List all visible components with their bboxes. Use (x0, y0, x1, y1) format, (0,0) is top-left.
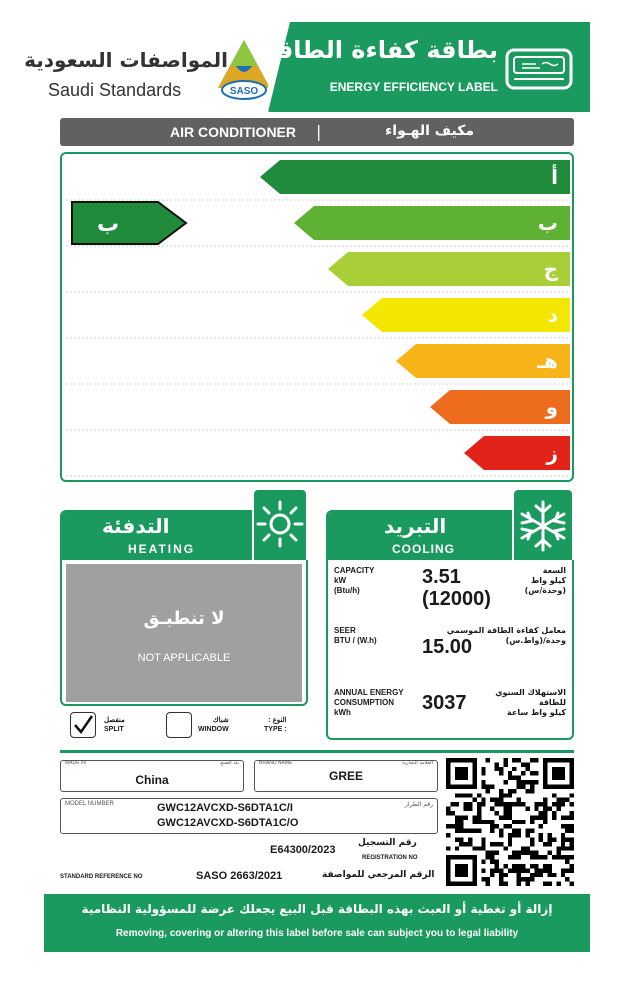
seer-value: 15.00 (422, 636, 473, 658)
seer-label-ar-2: وحدة/(واط.س) (505, 636, 566, 645)
capacity-label-ar (525, 566, 566, 596)
registration-label-ar: رقم التسجيل (358, 838, 417, 848)
model-number-outdoor: GWC12AVCXD-S6DTA1C/O (157, 817, 299, 829)
made-in-label-ar: بلد الصنع (220, 760, 239, 766)
energy-row (332, 688, 568, 746)
efficiency-class-label: أ (551, 165, 558, 189)
model-label-ar: رقم الطراز (405, 801, 433, 808)
efficiency-class-arrow (294, 206, 570, 240)
capacity-label-ar-1: السعة (542, 566, 566, 575)
window-checkbox (166, 712, 192, 738)
energy-label-en-2: CONSUMPTION (334, 698, 394, 707)
efficiency-class-label: هـ (537, 349, 558, 373)
capacity-label-en-2: kW (334, 576, 346, 585)
type-label-ar: النوع : (268, 717, 287, 724)
efficiency-scale-panel (60, 152, 574, 482)
efficiency-class-label: ز (546, 441, 558, 465)
cooling-title-en: COOLING (392, 542, 455, 556)
capacity-label-ar-2: كيلو واط (530, 576, 566, 585)
efficiency-class-arrow (260, 160, 570, 194)
efficiency-class-arrow (362, 298, 570, 332)
standard-reference-label-en: STANDARD REFERENCE NO (60, 874, 143, 880)
seer-label-ar-1: معامل كفاءة الطاقة الموسمي (446, 626, 566, 635)
efficiency-class-label: و (545, 395, 558, 419)
window-label-ar: شباك (212, 717, 229, 724)
brand-value: GREE (328, 769, 363, 783)
legal-warning-ar: إزالة أو تغطية أو العبث بهذه البطاقة قبل البيع يجعلك عرضة للمسؤولية النظامية (81, 902, 553, 916)
snowflake-icon (514, 496, 572, 556)
air-conditioner-icon (504, 44, 574, 94)
cooling-panel (326, 510, 574, 740)
legal-warning-en: Removing, covering or altering this label before sale can subject you to legal liability (115, 928, 519, 939)
seer-label-en-1: SEER (334, 626, 356, 635)
org-name-ar: المواصفات السعودية (24, 48, 228, 72)
rating-indicator-arrow (72, 202, 186, 244)
org-name-en: Saudi Standards (48, 80, 182, 100)
split-label (104, 716, 125, 734)
qr-code (446, 758, 574, 886)
standard-reference-value: SASO 2663/2021 (196, 870, 283, 882)
saudi-standards-wordmark (24, 48, 228, 108)
efficiency-scale (62, 154, 572, 480)
efficiency-class-label: ج (543, 257, 558, 281)
energy-label-ar-3: كيلو واط ساعة (507, 708, 566, 717)
appliance-category-bar (60, 118, 574, 146)
seer-label-en-2: BTU / (W.h) (334, 636, 377, 645)
standard-reference-label-ar: الرقم المرجعي للمواصفة (322, 870, 435, 880)
checkmark-icon (71, 713, 95, 737)
type-selector (70, 710, 310, 744)
seer-label-en (334, 626, 377, 646)
window-label (198, 716, 229, 734)
category-ar: مكيف الهـواء (385, 123, 474, 139)
saso-logo-text: SASO (229, 86, 259, 97)
energy-label-en-1: ANNUAL ENERGY (334, 688, 404, 697)
energy-label-en (334, 688, 404, 718)
brand-field (254, 760, 438, 792)
rating-indicator-label: ب (96, 212, 120, 237)
split-label-en: SPLIT (104, 726, 124, 733)
heating-title-en: HEATING (128, 542, 196, 556)
not-applicable-ar: لا تنطبـق (143, 608, 225, 629)
capacity-label-en (334, 566, 374, 596)
energy-label-ar-2: للطاقة (538, 698, 566, 707)
heating-panel (60, 510, 308, 706)
heating-title-ar: التدفئة (102, 514, 170, 538)
category-en: AIR CONDITIONER (170, 124, 296, 140)
type-label (264, 716, 287, 734)
heating-not-applicable-panel (66, 564, 302, 702)
energy-value: 3037 (422, 692, 467, 714)
made-in-value: China (135, 773, 169, 787)
registration-number: E64300/2023 (270, 844, 336, 856)
model-number-indoor: GWC12AVCXD-S6DTA1C/I (157, 802, 293, 814)
label-title-ar: بطاقة كفاءة الطاقة (263, 36, 498, 64)
made-in-label-en: MADE IN (65, 760, 86, 766)
capacity-kw-value: 3.51 (422, 566, 461, 588)
category-separator: | (316, 122, 322, 141)
header-band (263, 22, 590, 112)
model-label-en: MODEL NUMBER (65, 801, 114, 807)
legal-warning-footer (44, 894, 590, 952)
energy-label-ar (495, 688, 566, 718)
type-label-en: TYPE : (264, 726, 287, 733)
made-in-field (60, 760, 244, 792)
efficiency-class-label: د (547, 303, 558, 327)
window-label-en: WINDOW (198, 726, 229, 733)
efficiency-class-label: ب (537, 211, 558, 235)
heating-icon-tab (252, 488, 308, 560)
capacity-row (332, 566, 568, 624)
sun-icon (254, 498, 306, 554)
capacity-btu-value: (12000) (422, 588, 491, 610)
seer-label-ar (447, 626, 566, 646)
split-label-ar: منفصل (104, 717, 125, 724)
energy-label-ar-1: الاستهلاك السنوي (495, 688, 566, 697)
brand-label-en: BRAND NAME (259, 760, 293, 766)
model-field (60, 798, 438, 834)
seer-row (332, 626, 568, 684)
split-checkbox (70, 712, 96, 738)
capacity-label-en-1: CAPACITY (334, 566, 375, 575)
cooling-title-ar: التبريد (384, 514, 447, 538)
energy-label-en-3: kWh (334, 708, 351, 717)
efficiency-class-arrow (328, 252, 570, 286)
capacity-value (422, 566, 491, 610)
capacity-label-en-3: (Btu/h) (334, 586, 360, 595)
brand-label-ar: العلامة التجارية (402, 760, 433, 766)
capacity-label-ar-3: (وحدة/س) (524, 586, 566, 595)
not-applicable-en: NOT APPLICABLE (137, 652, 231, 664)
label-title-en: ENERGY EFFICIENCY LABEL (329, 80, 498, 94)
section-divider (60, 750, 574, 753)
registration-label-en: REGISTRATION NO (362, 855, 418, 861)
cooling-icon-tab (512, 488, 574, 560)
